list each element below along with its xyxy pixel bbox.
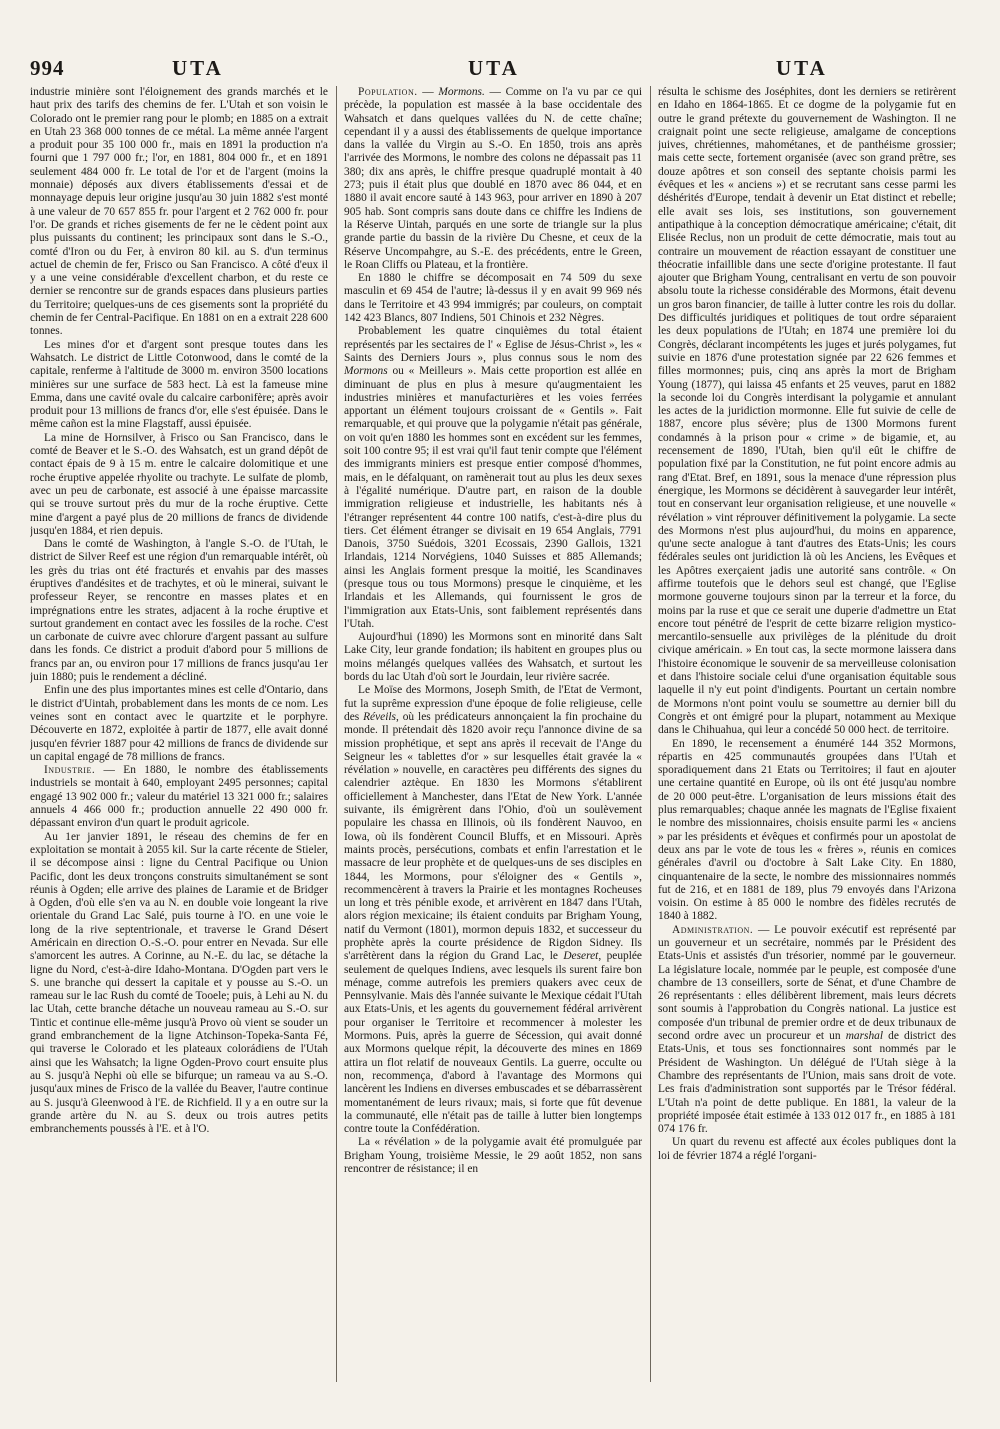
paragraph-joseph-smith-history [344, 684, 642, 1136]
administration-text-b: de district des Etats-Unis, et tous ses fonctionnaires sont nommés par le Président de Washington. Un délégué de l'Utah siège à la Chambre des représentants de l'Union, mais sans droit de vote. Les frais d'administration sont supportés par le Trésor fédéral. L'Utah n'a point de dette publique. En 1881, la valeur de la propriété imposée était estimée à 133 012 017 fr., en 1885 à 181 074 176 fr. [658, 1030, 956, 1136]
term-marshal: marshal [845, 1030, 884, 1043]
section-head-administration: Administration. [672, 923, 754, 936]
paragraph-railways: Au 1er janvier 1891, le réseau des chemins de fer en exploitation se montait à 2055 kil. Sur la carte récente de Stieler, il se décompose ainsi : ligne du Central Pacifique ou Union Pacific, dont les deux tronçons construits simultanément se sont réunis à Ogden; elle arrive des plaines de Laramie et de Bridger à Ogden, d'où elle s'en va au N. en double voie longeant la rive orientale du Grand Lac Salé, puis tourne à l'O. en une voie le long de la rive septentrionale, et traverse le Grand Désert Américain en direction O.-S.-O. pour entrer en Nevada. Sur elle s'amorcent les autres. A Corinne, au N.-E. du lac, se détache la ligne du Nord, c'est-à-dire Idaho-Montana. D'Ogden part vers le S. une branche qui dessert la capitale et y pousse au S.-O. un rameau sur le lac Rush du comté de Tooele; puis, à Lehi au N. du lac Utah, cette branche détache un nouveau rameau au S.-O. sur Tintic et continue elle-même jusqu'à Provo où vient se souder un grand embranchement de la ligne Atchinson-Topeka-Santa Fé, qui traverse le Colorado et les plateaux colorádiens de l'Utah ainsi que les Wahsatch; la ligne Ogden-Provo court ensuite plus au S. jusqu'à Nephi où elle se bifurque; un rameau va au S.-O. jusqu'aux mines de Frisco de la vallée du Beaver, l'autre continue au S. jusqu'à Gleenwood à l'E. de Richfield. Il y a en outre sur la grande artère du N. au S. deux ou trois autres petits embranchements poussés à l'E. et à l'O. [30, 830, 328, 1136]
paragraph-schools: Un quart du revenu est affecté aux écoles publiques dont la loi de février 1874 a réglé l'organi- [658, 1136, 956, 1162]
paragraph-census-1880: En 1880 le chiffre se décomposait en 74 509 du sexe masculin et 69 454 de l'autre; là-dessus il y en avait 99 969 nés dans le Territoire et 43 994 immigrés; par couleurs, on comptait 142 423 Blancs, 807 Indiens, 501 Chinois et 232 Nègres. [344, 272, 642, 325]
column-2 [344, 86, 642, 1382]
term-mormons: Mormons [344, 365, 388, 378]
paragraph-mining-economy: industrie minière sont l'éloignement des grands marchés et le haut prix des tarifs des chemins de fer. L'Utah et son voisin le Colorado ont le premier rang pour le plomb; en 1885 on a extrait en Utah 23 368 000 tonnes de ce métal. La même année l'argent a produit pour 35 100 000 fr., mais en 1891 la production n'a fourni que 1 797 000 fr.; l'or, en 1881, 804 000 fr., et en 1891 seulement 484 000 fr. Le total de l'or et de l'argent (moins la monnaie) déposés aux divers établissements d'essai et de monnayage depuis leur origine jusqu'au 30 juin 1882 s'est monté à une valeur de 70 657 855 fr. pour l'argent et 2 762 000 fr. pour l'or. De grands et riches gisements de fer ne le cèdent point aux plus puissants du continent; les principaux sont dans le S.-O., comté d'Iron ou du Fer, à environ 80 kil. au S. d'un terminus actuel de chemin de fer, Frisco ou San Francisco. A côté d'eux il y a une veine considérable d'excellent charbon, et du reste ce dernier se rencontre sur de grands espaces dans plusieurs parties du Territoire; quelques-uns de ces gisements sont la propriété du chemin de fer Central-Pacifique. En 1881 on en a extrait 228 600 tonnes. [30, 86, 328, 338]
section-head-industry: Industrie. [44, 764, 96, 777]
column-1 [30, 86, 328, 1382]
sects-text-a: Probablement les quatre cinquièmes du total étaient représentés par les sectaires de l' « Eglise de Jésus-Christ », les « Saints des Derniers Jours », plus connus sous le nom des [344, 325, 642, 364]
paragraph-sects-immigration [344, 325, 642, 631]
running-title-left: UTA [172, 56, 224, 80]
running-head [0, 56, 1000, 90]
administration-text-a: — Le pouvoir exécutif est représenté par un gouverneur et un secrétaire, nommés par le Président des Etats-Unis et assistés d'un trésorier, nommé par le gouverneur. La législature locale, nommée par le peuple, est composée d'une chambre de 13 conseillers, sorte de Sénat, et d'une Chambre de 26 représentants : elles délibèrent librement, mais leurs décrets sont soumis à l'approbation du Congrès national. La justice est composée d'un tribunal de premier ordre et de deux tribunaux de second ordre avec un procureur et un [658, 923, 956, 1043]
page-number: 994 [30, 56, 65, 80]
paragraph-census-1890-missions: En 1890, le recensement a énuméré 144 352 Mormons, répartis en 425 communautés groupées dans l'Utah et sporadiquement dans 21 Etats ou Territoires; il faut en ajouter une certaine quantité en Europe, où ils ont été jusqu'au nombre de 20 000 peut-être. L'organisation de leurs missions était des plus remarquables; chaque année les magnats de l'Eglise fixaient le nombre des missionnaires, choisis ensuite parmi les « anciens » par les présidents et évêques et confirmés pour un apostolat de deux ans par le vote de tous les « frères », réunis en comices générales d'avril ou d'octobre à Salt Lake City. En 1880, cinquantenaire de la secte, le nombre des missionnaires nommés fut de 216, et en 1881 de 189, plus 79 envoyés dans l'Arizona voisin. On estime à 85 000 le nombre des fidèles recrutés de 1840 à 1882. [658, 737, 956, 923]
industry-text: — En 1880, le nombre des établissements industriels se montait à 640, employant 2495 personnes; capital engagé 13 902 000 fr.; valeur du matériel 13 321 000 fr.; salaires annuels 4 466 000 fr.; production annuelle 22 490 000 fr. dépassant environ d'un quart le produit agricole. [30, 764, 328, 830]
term-reveils: Réveils [363, 710, 396, 723]
paragraph-mormons-today: Aujourd'hui (1890) les Mormons sont en minorité dans Salt Lake City, leur grande fondation; ils habitent en groupes plus ou moins mélangés quelques vallées des Wahsatch, et surtout les bords du lac Utah d'où sort le Jourdain, leur rivière sacrée. [344, 631, 642, 684]
history-text-c: , peuplée seulement de quelques Indiens, avec lesquels ils surent faire bon ménage, comme autrefois les premiers quakers avec ceux de Pennsylvanie. Mais dès l'année suivante le Mexique cédait l'Utah aux Etats-Unis, et les agents du gouvernement fédéral arrivèrent pour organiser le Territoire et recommencer à molester les Mormons. Puis, après la guerre de Sécession, qui avait donné aux Mormons quelque répit, la découverte des mines en 1869 attira un flot relatif de nouveaux Gentils. La guerre, occulte ou non, recommença, d'abord à l'avantage des Mormons qui lancèrent les Indiens en diverses embuscades et se débarrassèrent momentanément de leurs rivaux; mais, si forte que fût devenue la communauté, elle n'était pas de taille à lutter bien longtemps contre toute la Confédération. [344, 950, 642, 1136]
subhead-mormons: Mormons. [438, 86, 485, 98]
paragraph-hornsilver-mine: La mine de Hornsilver, à Frisco ou San Francisco, dans le comté de Beaver et le S.-O. des Wahsatch, est un grand dépôt de contact épais de 9 à 15 m. entre le calcaire dolomitique et une roche éruptive appelée rhyolite ou trachyte. Le sulfate de plomb, avec un peu de carbonate, est associé à une épaisse marcassite qui se trouve surtout près du mur de la roche éruptive. Cette mine d'argent a payé plus de 20 millions de francs de dividende jusqu'en 1884, et rien depuis. [30, 431, 328, 537]
running-title-right: UTA [776, 56, 828, 80]
column-divider-1 [336, 86, 337, 1382]
text-columns [30, 86, 982, 1386]
history-text-a: Le Moïse des Mormons, Joseph Smith, de l'Etat de Vermont, fut la suprême expression d'une époque de folie religieuse, celle des [344, 684, 642, 723]
history-text-b: , où les prédicateurs annonçaient la fin prochaine du monde. Il prétendait dès 1820 avoir reçu l'annonce divine de sa mission prophétique, et sept ans après il recevait de l'Ange du Seigneur les « tablettes d'or » sur lesquelles était gravée la « révélation » nouvelle, en caractères peu différents des signes du calendrier aztèque. En 1830 les Mormons s'établirent officiellement à Manchester, dans l'Etat de New York. L'année suivante, ils émigrèrent dans l'Ohio, d'où un soulèvement populaire les chassa en Illinois, où ils fondèrent Nauvoo, en Iowa, où ils fondèrent Council Bluffs, et en Missouri. Après maints procès, persécutions, combats et enfin l'arrestation et le massacre de leur prophète et de quelques-uns de ses disciples en 1844, les Mormons, pour s'éloigner des « Gentils », recommencèrent à travers la Prairie et les montagnes Rocheuses un long et très pénible exode, et arrivèrent en 1847 dans l'Utah, alors région mexicaine; ils étaient conduits par Brigham Young, natif du Vermont (1801), mormon depuis 1832, et successeur du prophète après la courte présidence de Rigdon Sidney. Ils s'arrêtèrent dans la région du Grand Lac, le [344, 710, 642, 963]
term-deseret: Deseret [563, 950, 599, 963]
column-divider-2 [650, 86, 651, 1382]
paragraph-population [344, 86, 642, 272]
column-3 [658, 86, 956, 1382]
paragraph-ontario-mine: Enfin une des plus importantes mines est celle d'Ontario, dans le district d'Uintah, probablement dans les monts de ce nom. Les veines sont en contact avec le quartzite et le porphyre. Découverte en 1872, exploitée à partir de 1877, elle avait donné jusqu'en février 1887 pour 42 millions de francs de dividende sur un capital engagé de 78 millions de francs. [30, 684, 328, 763]
paragraph-gold-silver-mines: Les mines d'or et d'argent sont presque toutes dans les Wahsatch. Le district de Little Cotonwood, dans le comté de la capitale, renferme à l'altitude de 3000 m. environ 3500 locations minières sur une surface de 583 hect. Là est la fameuse mine Emma, dans une cavité ovale du calcaire carbonifère; après avoir produit pour 13 millions de francs d'or, elle s'est épuisée. Dans le même cañon est la mine Flagstaff, aussi épuisée. [30, 338, 328, 431]
running-title-center: UTA [468, 56, 520, 80]
paragraph-administration [658, 924, 956, 1137]
paragraph-silver-reef: Dans le comté de Washington, à l'angle S.-O. de l'Utah, le district de Silver Reef est une région d'un remarquable intérêt, où les grès du trias ont été fracturés et envahis par des masses éruptives d'andésites et de trachytes, et où le minerai, suivant le professeur Reyer, se rencontre en masses plates et en imprégnations entre les strates, adjacent à la roche éruptive et surtout grandement en contact avec les fossiles de la roche. C'est un carbonate de cuivre avec chlorure d'argent passant au sulfure dans les fonds. Ce district a produit d'abord pour 5 millions de francs par an, ou environ pour 17 millions de francs jusqu'au 1er juin 1880; puis le rendement a décliné. [30, 538, 328, 684]
paragraph-polygamy-conflict: résulta le schisme des Joséphites, dont les derniers se retirèrent en Idaho en 1864-1865. Et ce dogme de la polygamie fut en outre le grand prétexte du gouvernement de Washington. Il ne craignait point une secte religieuse, amalgame de conceptions juives, chrétiennes, mahométanes, et de panthéisme grossier; mais cette secte, fortement organisée (avec son grand prêtre, ses douze apôtres et son conseil des septante choisis parmi les évêques et les « anciens ») et se recrutant sans cesse parmi les déshérités d'Europe, tendait à devenir un Etat distinct et rebelle; elle avait ses lois, ses institutions, son gouvernement antipathique à la conception démocratique américaine; c'était, dit Elisée Reclus, non un produit de cette démocratie, mais tout au contraire un mouvement de réaction essayant de constituer une théocratie infaillible dans une secte d'origine protestante. Il faut ajouter que Brigham Young, centralisant en vertu de son pouvoir absolu toute la richesse considérable des Mormons, était devenu un gros baron financier, de taille à lutter contre les rois du dollar. Des difficultés juridiques et politiques de tout ordre séparaient les deux populations de l'Utah; en 1874 une première loi du Congrès, déclarant incompétents les juges et jurés polygames, fut suivie en 1876 d'une protestation signée par 22 626 femmes et filles mormonnes; puis, cinq ans après la mort de Brigham Young (1877), qui laissa 45 enfants et 25 veuves, parut en 1882 la seconde loi du Congrès interdisant la polygamie et annulant les actes de la juridiction mormonne. Elle fut suivie de celle de 1887, encore plus sévère; plus de 1300 Mormons furent condamnés à la prison pour « crime » de bigamie, et, au recensement de 1890, l'Utah, bien qu'il eût le chiffre de population fixé par la Constitution, ne fut point encore admis au rang d'Etat. Bref, en 1891, sous la menace d'une répression plus énergique, les Mormons se décidèrent à sauvegarder leur intérêt, tout en conservant leur organisation religieuse, et une nouvelle « révélation » vint réprouver définitivement la polygamie. La secte des Mormons n'est plus aujourd'hui, du moins en apparence, qu'une secte analogue à tant d'autres des Etats-Unis; les cours fédérales seules ont juridiction là où les Anciens, les Evêques et les Apôtres exerçaient jadis une autorité sans contrôle. « On affirme toutefois que le dehors seul est changé, que l'Eglise mormone gouverne toujours sinon par la terreur et la force, du moins par la ruse et que ce serait une duperie d'admettre un Etat encore tout pénétré de l'esprit de cette bizarre religion mystico-mercantilo-sensuelle aux privilèges de la plénitude du droit civique américain. » En tout cas, la secte mormone laissera dans l'histoire économique le souvenir de sa merveilleuse colonisation et dans l'histoire sociale celui d'une organisation équitable sous laquelle il n'y eut point d'indigents. Pourtant un certain nombre de Mormons n'ont point voulu se soumettre au dernier bill du Congrès et ont émigré pour la plupart, notamment au Mexique dans le Chihuahua, qui leur a concédé 50 000 hect. de territoire. [658, 86, 956, 737]
population-dash: — [417, 86, 439, 98]
paragraph-polygamy-revelation: La « révélation » de la polygamie avait été promulguée par Brigham Young, troisième Messie, le 29 août 1852, non sans rencontrer de résistance; il en [344, 1136, 642, 1176]
paragraph-industry [30, 764, 328, 830]
sects-text-b: ou « Meilleurs ». Mais cette proportion est allée en diminuant de plus en plus à mesure qu'augmentaient les industries minières et manufacturières et les voies ferrées apportant un élément toujours croissant de « Gentils ». Fait remarquable, et qui prouve que la polygamie n'était pas générale, on voit qu'en 1880 les hommes sont en excédent sur les femmes, soit 100 contre 95; il est vrai qu'il faut tenir compte que l'élément des immigrants miniers est presque entier composé d'hommes, mais, en le défalquant, on ramènerait tout au plus les deux sexes à l'égalité numérique. D'autre part, en raison de la double immigration religieuse et industrielle, les habitants nés à l'étranger représentent 44 contre 100 natifs, c'est-à-dire plus du tiers. Cet élément étranger se divisait en 19 654 Anglais, 7791 Danois, 3750 Suédois, 3201 Ecossais, 2390 Gallois, 1321 Irlandais, 1214 Norvégiens, 1040 Suisses et 885 Allemands; ainsi les Anglais forment presque la moitié, les Scandinaves (presque tous ou tous Mormons) presque le cinquième, et les Irlandais et les Allemands, qui fournissent le gros de l'immigration aux Etats-Unis, sont faiblement représentés dans l'Utah. [344, 365, 642, 630]
population-text: — Comme on l'a vu par ce qui précède, la population est massée à la base occidentale des Wahsatch et dans quelques vallées du N. de cette chaîne; cependant il y a aussi des établissements de quelque importance dans la vallée du Virgin au S.-O. En 1850, trois ans après l'arrivée des Mormons, le nombre des colons ne dépassait pas 11 380; dix ans après, le chiffre presque quadruplé montait à 40 273; puis il était plus que doublé en 1870 avec 86 044, et en 1880 il avait encore sauté à 143 963, pour arriver en 1890 à 207 905 hab. Sont compris sans doute dans ce chiffre les Indiens de la Réserve Uintah, parqués en une sorte de triangle sur la plus grande partie du bassin de la rivière Du Chesne, et ceux de la Réserve Uncompahgre, au S.-E. des précédents, entre le Green, le Roan Cliffs ou Plateau, et la frontière. [344, 86, 642, 271]
section-head-population: Population. [358, 86, 418, 98]
